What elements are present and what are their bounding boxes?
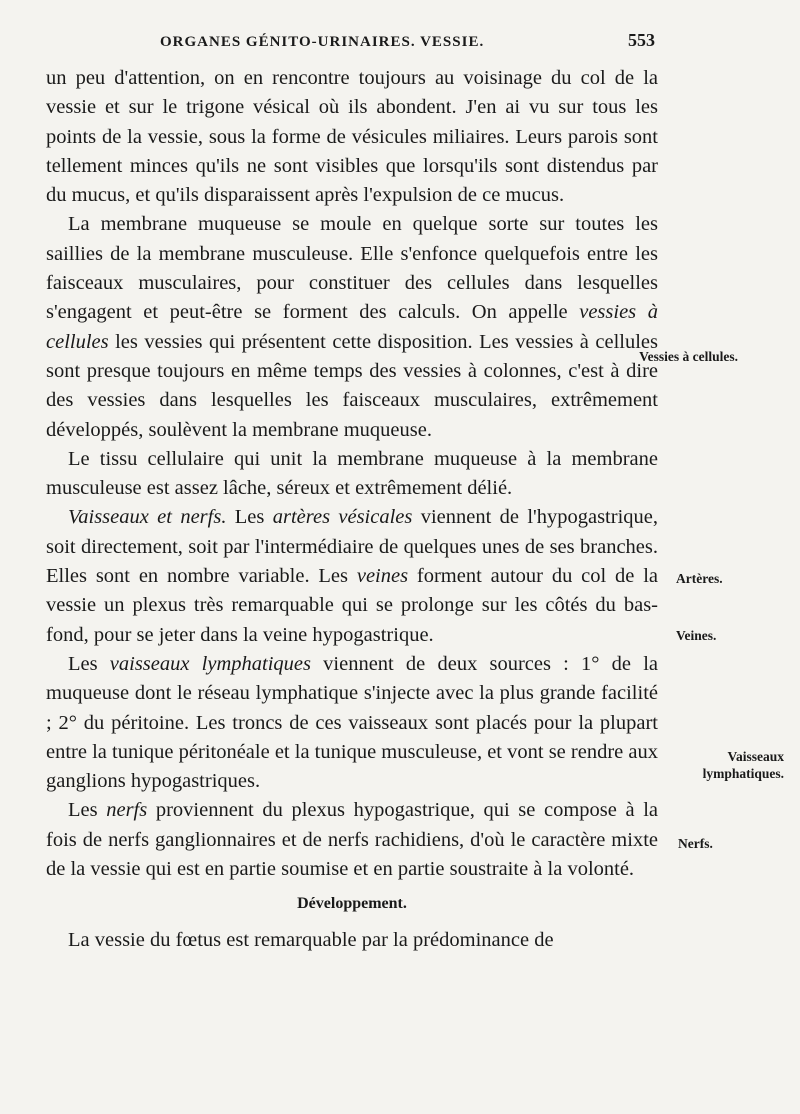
paragraph-5-text-b: viennent de deux sources : 1° de la muqueuse dont le réseau lymphatique s'injecte avec la plus grande facilité ; 2° du péritoine. Les troncs de ces vaisseaux sont placés pour la plupart entre la tunique péritonéale et la tunique musculeuse, et vont se rendre aux ganglions hypogastriques. (46, 652, 658, 793)
paragraph-2-text-b: les vessies qui présentent cette disposition. Les vessies à cellules sont presque toujours en même temps des vessies à colonnes, c'est à dire des vessies dans lesquelles les faisceaux musculaires, extrêmement développés, soulèvent la membrane muqueuse. (46, 330, 658, 441)
paragraph-6-text-b: proviennent du plexus hypogastrique, qui se compose à la fois de nerfs ganglionnaires et de nerfs rachidiens, d'où le caractère mixte de la vessie qui est en partie soumise et en partie soustraite à la volonté. (46, 799, 658, 881)
margin-note-vessies-cellules: Vessies à cellules. (639, 349, 738, 364)
margin-note-nerfs: Nerfs. (678, 836, 713, 851)
term-vessies-a-cellules: vessies à cellules (46, 301, 658, 353)
paragraph-6-text-a: Les (68, 799, 107, 822)
paragraph-2-text-a: La membrane muqueuse se moule en quelque sorte sur toutes les saillies de la membrane musculeuse. Elle s'enfonce quelquefois entre les faisceaux musculaires, pour constituer des cellules dans lesquelles s'engagent et peut-être se forment des calculs. On appelle (46, 213, 658, 324)
paragraph-2 (46, 210, 658, 444)
running-title: ORGANES GÉNITO-URINAIRES. VESSIE. (160, 34, 485, 50)
paragraph-7-text: La vessie du fœtus est remarquable par la prédominance de (68, 929, 554, 952)
paragraph-4-text-c: forment autour du col de la vessie un plexus très remarquable qui se prolonge sur les côtés du bas-fond, pour se jeter dans la veine hypogastrique. (46, 565, 658, 646)
paragraph-3-text: Le tissu cellulaire qui unit la membrane muqueuse à la membrane musculeuse est assez lâche, séreux et extrêmement délié. (46, 447, 658, 500)
paragraph-1 (46, 64, 658, 210)
paragraph-5 (46, 650, 658, 796)
paragraph-7 (46, 926, 658, 955)
term-vaisseaux-lymphatiques: vaisseaux lymphatiques (109, 652, 311, 675)
term-vaisseaux-et-nerfs: Vaisseaux et nerfs. (68, 506, 227, 529)
paragraph-3 (46, 445, 658, 504)
term-nerfs: nerfs (106, 799, 148, 822)
paragraph-6 (46, 796, 658, 884)
paragraph-4-text-b: viennent de l'hypogastrique, soit directement, soit par l'intermédiaire de quelques unes de ses branches. Elles sont en nombre variable. Les (46, 506, 658, 588)
paragraph-5-text-a: Les (68, 652, 110, 675)
body-text (46, 64, 658, 956)
section-heading: Développement. (297, 895, 407, 913)
page-number: 553 (628, 30, 655, 50)
page-header (160, 30, 655, 51)
margin-note-vaisseaux-lymphatiques: Vaisseaux lymphatiques. (702, 749, 784, 781)
term-arteres-vesicales: artères vésicales (272, 506, 413, 529)
margin-note-veines: Veines. (676, 628, 717, 643)
paragraph-4-text-a: Les (226, 506, 273, 529)
term-veines: veines (356, 565, 409, 588)
paragraph-4 (46, 503, 658, 649)
margin-note-arteres: Artères. (676, 571, 723, 586)
paragraph-1-text: un peu d'attention, on en rencontre toujours au voisinage du col de la vessie et sur le trigone vésical où ils abondent. J'en ai vu sur tous les points de la vessie, sous la forme de vésicules miliaires. Leurs parois sont tellement minces qu'ils ne sont visibles que lorsqu'ils sont distendus par du mucus, et qu'ils disparaissent après l'expulsion de ce mucus. (46, 67, 658, 207)
